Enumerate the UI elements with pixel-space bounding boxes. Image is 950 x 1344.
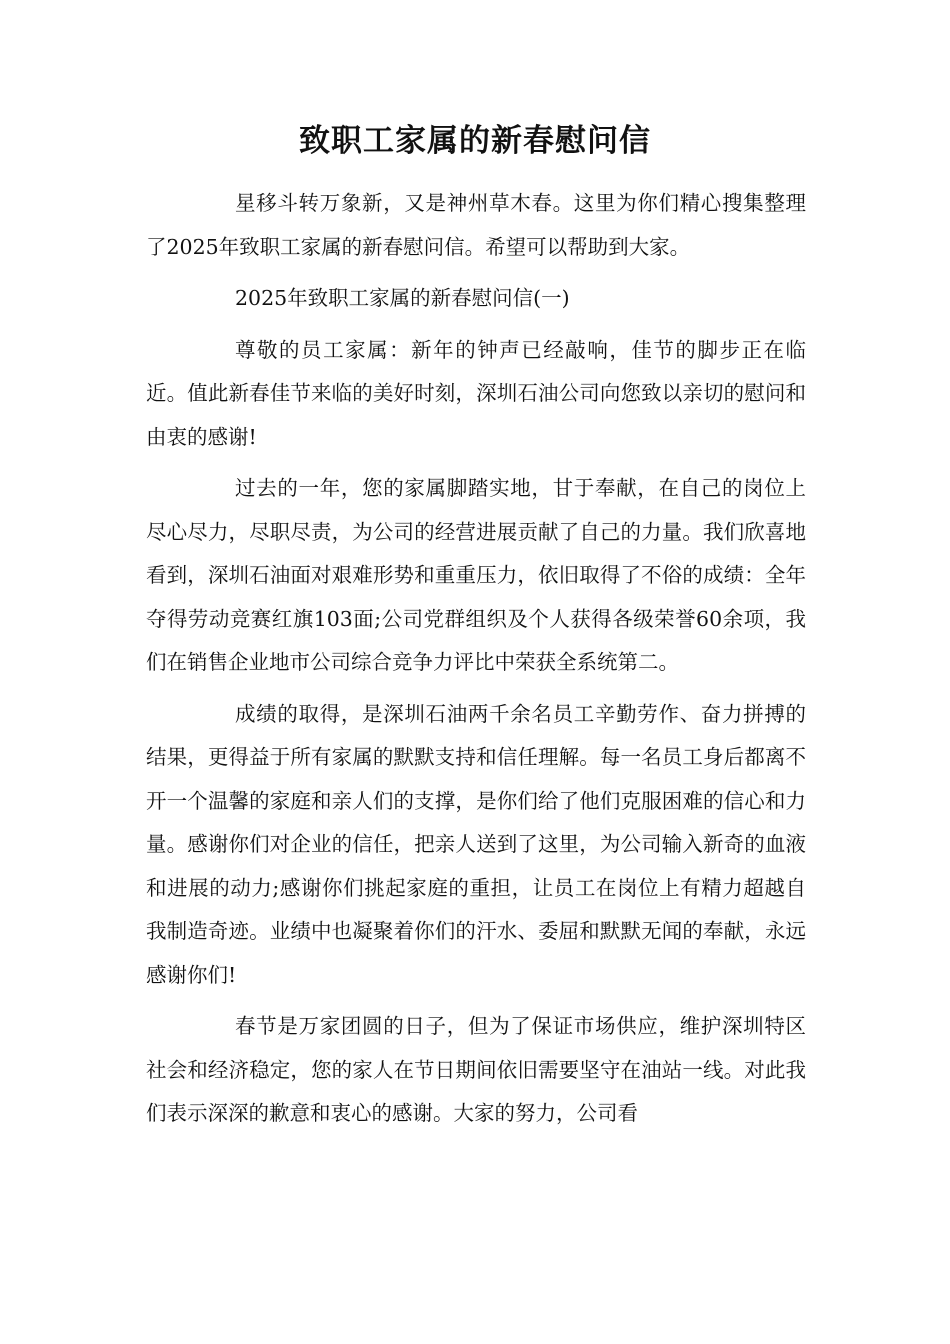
body-paragraph: 春节是万家团圆的日子，但为了保证市场供应，维护深圳特区社会和经济稳定，您的家人在节日期间依旧需要坚守在油站一线。对此我们表示深深的歉意和衷心的感谢。大家的努力，公司看 bbox=[146, 1014, 806, 1125]
body-paragraph: 成绩的取得，是深圳石油两千余名员工辛勤劳作、奋力拼搏的结果，更得益于所有家属的默默支持和信任理解。每一名员工身后都离不开一个温馨的家庭和亲人们的支撑，是你们给了他们克服困难的信心和力量。感谢你们对企业的信任，把亲人送到了这里，为公司输入新奇的血液和进展的动力;感谢你们挑起家庭的重担，让员工在岗位上有精力超越自我制造奇迹。业绩中也凝聚着你们的汗水、委屈和默默无闻的奉献，永远感谢你们! bbox=[146, 701, 806, 987]
greeting-paragraph: 尊敬的员工家属：新年的钟声已经敲响，佳节的脚步正在临近。值此新春佳节来临的美好时刻，深圳石油公司向您致以亲切的慰问和由衷的感谢! bbox=[146, 337, 806, 449]
body-paragraph: 过去的一年，您的家属脚踏实地，甘于奉献，在自己的岗位上尽心尽力，尽职尽责，为公司的经营进展贡献了自己的力量。我们欣喜地看到，深圳石油面对艰难形势和重重压力，依旧取得了不俗的成绩：全年夺得劳动竞赛红旗103面;公司党群组织及个人获得各级荣誉60余项，我们在销售企业地市公司综合竞争力评比中荣获全系统第二。 bbox=[146, 476, 806, 674]
document-title: 致职工家属的新春慰问信 bbox=[299, 123, 651, 159]
section-heading: 2025年致职工家属的新春慰问信(一) bbox=[235, 286, 570, 310]
document-body bbox=[146, 182, 806, 1136]
intro-paragraph: 星移斗转万象新，又是神州草木春。这里为你们精心搜集整理了2025年致职工家属的新春慰问信。希望可以帮助到大家。 bbox=[146, 191, 806, 259]
